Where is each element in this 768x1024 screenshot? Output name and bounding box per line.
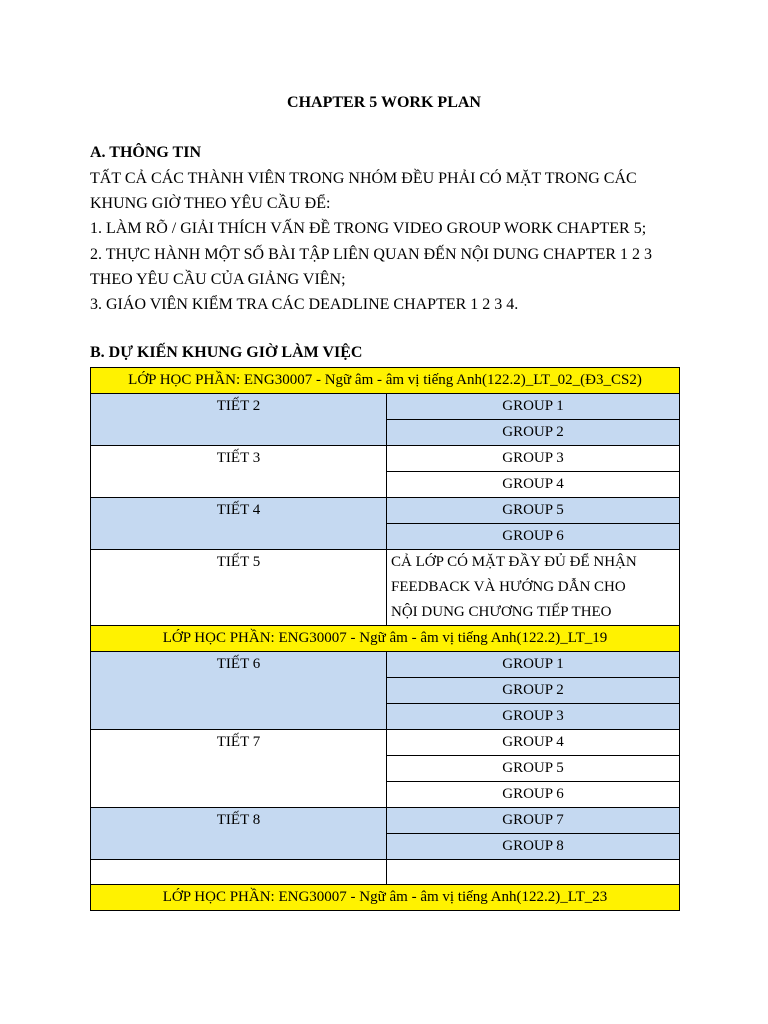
section-a-body bbox=[90, 166, 690, 317]
class-header: LỚP HỌC PHẦN: ENG30007 - Ngữ âm - âm vị tiếng Anh(122.2)_LT_19 bbox=[91, 626, 680, 652]
empty-row bbox=[91, 860, 680, 885]
group-cell: GROUP 1 bbox=[387, 394, 680, 420]
table-row bbox=[91, 550, 680, 626]
schedule-table bbox=[90, 367, 680, 911]
group-cell: GROUP 2 bbox=[387, 420, 680, 446]
group-cell: GROUP 4 bbox=[387, 472, 680, 498]
note-line: FEEDBACK VÀ HƯỚNG DẪN CHO bbox=[391, 579, 626, 595]
section-a-heading: A. THÔNG TIN bbox=[90, 144, 201, 161]
group-cell: GROUP 6 bbox=[387, 524, 680, 550]
table-row bbox=[91, 394, 680, 420]
note-line: CẢ LỚP CÓ MẶT ĐẦY ĐỦ ĐỂ NHẬN bbox=[391, 554, 637, 570]
group-cell: GROUP 5 bbox=[387, 498, 680, 524]
period-cell: TIẾT 6 bbox=[91, 652, 387, 730]
group-cell: GROUP 4 bbox=[387, 730, 680, 756]
table-row bbox=[91, 652, 680, 678]
table-row bbox=[91, 808, 680, 834]
period-cell: TIẾT 2 bbox=[91, 394, 387, 446]
info-line: TẤT CẢ CÁC THÀNH VIÊN TRONG NHÓM ĐỀU PHẢI CÓ MẶT TRONG CÁC bbox=[90, 170, 637, 187]
document-title: CHAPTER 5 WORK PLAN bbox=[287, 94, 481, 111]
class-header: LỚP HỌC PHẦN: ENG30007 - Ngữ âm - âm vị tiếng Anh(122.2)_LT_23 bbox=[91, 885, 680, 911]
period-cell: TIẾT 8 bbox=[91, 808, 387, 860]
group-cell: GROUP 2 bbox=[387, 678, 680, 704]
period-cell: TIẾT 3 bbox=[91, 446, 387, 498]
class-header: LỚP HỌC PHẦN: ENG30007 - Ngữ âm - âm vị tiếng Anh(122.2)_LT_02_(Đ3_CS2) bbox=[91, 368, 680, 394]
info-line: KHUNG GIỜ THEO YÊU CẦU ĐỂ: bbox=[90, 195, 331, 213]
group-cell: GROUP 8 bbox=[387, 834, 680, 860]
empty-cell bbox=[387, 860, 680, 885]
period-cell: TIẾT 4 bbox=[91, 498, 387, 550]
group-cell: GROUP 1 bbox=[387, 652, 680, 678]
note-line: NỘI DUNG CHƯƠNG TIẾP THEO bbox=[391, 604, 612, 620]
group-cell: GROUP 3 bbox=[387, 446, 680, 472]
empty-cell bbox=[91, 860, 387, 885]
table-row bbox=[91, 446, 680, 472]
group-cell: GROUP 3 bbox=[387, 704, 680, 730]
info-line: 1. LÀM RÕ / GIẢI THÍCH VẤN ĐỀ TRONG VIDEO GROUP WORK CHAPTER 5; bbox=[90, 220, 647, 238]
table-row bbox=[91, 498, 680, 524]
section-b-heading: B. DỰ KIẾN KHUNG GIỜ LÀM VIỆC bbox=[90, 344, 363, 361]
group-cell: GROUP 5 bbox=[387, 756, 680, 782]
info-line: 2. THỰC HÀNH MỘT SỐ BÀI TẬP LIÊN QUAN ĐẾN NỘI DUNG CHAPTER 1 2 3 bbox=[90, 245, 653, 263]
class-header-row bbox=[91, 368, 680, 394]
info-line: 3. GIÁO VIÊN KIỂM TRA CÁC DEADLINE CHAPTER 1 2 3 4. bbox=[90, 296, 519, 314]
period-cell: TIẾT 7 bbox=[91, 730, 387, 808]
class-header-row bbox=[91, 885, 680, 911]
class-header-row bbox=[91, 626, 680, 652]
period-cell: TIẾT 5 bbox=[91, 550, 387, 626]
table-row bbox=[91, 730, 680, 756]
group-cell: GROUP 6 bbox=[387, 782, 680, 808]
feedback-note-cell bbox=[387, 550, 680, 626]
group-cell: GROUP 7 bbox=[387, 808, 680, 834]
info-line: THEO YÊU CẦU CỦA GIẢNG VIÊN; bbox=[90, 270, 346, 288]
